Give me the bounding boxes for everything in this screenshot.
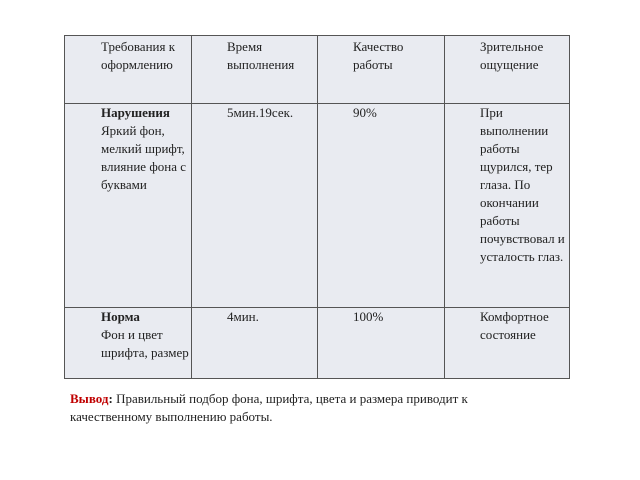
conclusion-colon: : bbox=[108, 391, 113, 406]
row-title: Норма bbox=[101, 309, 140, 324]
column-divider bbox=[317, 36, 318, 378]
conclusion-text: Правильный подбор фона, шрифта, цвета и размера приводит к качественному выполнению работы. bbox=[70, 391, 468, 424]
header-sensation: Зрительное ощущение bbox=[480, 39, 544, 72]
row-violations-quality: 90% bbox=[353, 105, 377, 120]
column-divider bbox=[444, 36, 445, 378]
row-norm-time: 4мин. bbox=[227, 309, 259, 324]
conclusion-label: Вывод bbox=[70, 391, 109, 406]
row-norm-requirements bbox=[101, 308, 189, 378]
row-title: Нарушения bbox=[101, 105, 170, 120]
row-description: Фон и цвет шрифта, размер bbox=[101, 327, 189, 360]
row-norm-quality: 100% bbox=[353, 309, 384, 324]
header-quality: Качество работы bbox=[353, 39, 404, 72]
header-requirements: Требования к оформлению bbox=[101, 39, 176, 72]
column-divider bbox=[191, 36, 192, 378]
conclusion bbox=[70, 390, 540, 426]
row-violations-time: 5мин.19сек. bbox=[227, 105, 294, 120]
row-violations-requirements bbox=[101, 104, 189, 304]
row-description: Яркий фон, мелкий шрифт, влияние фона с буквами bbox=[101, 123, 186, 192]
row-violations-sensation: При выполнении работы щурился, тер глаза. По окончании работы почувствовал и усталость глаз. bbox=[480, 105, 565, 264]
row-norm-sensation: Комфортное состояние bbox=[480, 309, 549, 342]
requirements-table bbox=[64, 35, 570, 379]
header-time: Время выполнения bbox=[227, 39, 295, 72]
